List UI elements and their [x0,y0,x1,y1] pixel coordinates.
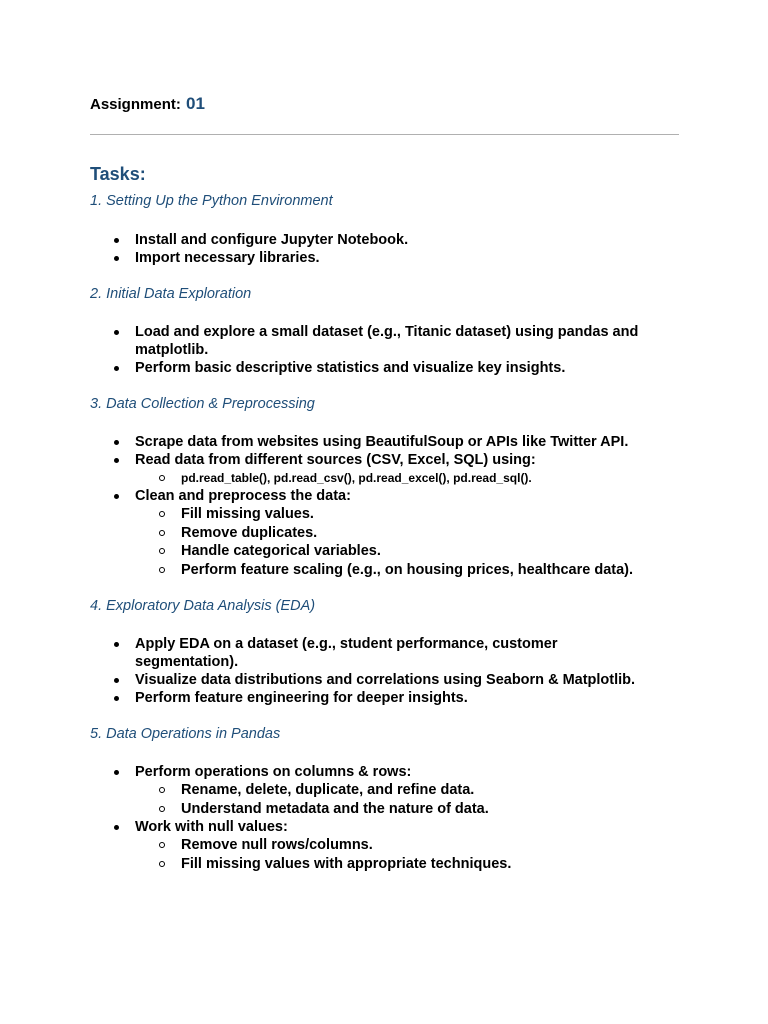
sub-bullet-icon [158,781,166,799]
sub-bullet-icon [158,524,166,542]
section-title: 3. Data Collection & Preprocessing [90,396,315,412]
list-item: Perform basic descriptive statistics and visualize key insights. [135,360,566,376]
assignment-label: Assignment: [90,96,181,113]
bullet-icon [112,323,120,341]
list-item: Perform operations on columns & rows: [135,764,412,780]
sub-list-item: Fill missing values with appropriate techniques. [181,856,512,872]
bullet-icon [112,231,120,249]
sub-bullet-icon [158,855,166,873]
list-item: Perform feature engineering for deeper insights. [135,690,468,706]
bullet-icon [112,818,120,836]
sub-list-item: Perform feature scaling (e.g., on housing prices, healthcare data). [181,562,634,578]
sub-list-item: Rename, delete, duplicate, and refine data. [181,782,475,798]
sub-bullet-icon [158,505,166,523]
section-title: 5. Data Operations in Pandas [90,726,281,742]
sub-bullet-icon [158,542,166,560]
sub-bullet-icon [158,561,166,579]
divider [90,134,679,135]
bullet-icon [112,433,120,451]
list-item: Work with null values: [135,819,288,835]
list-item: Import necessary libraries. [135,250,320,266]
bullet-icon [112,689,120,707]
list-item: Apply EDA on a dataset (e.g., student performance, customer [135,636,558,652]
sub-list-item: Fill missing values. [181,506,314,522]
tasks-heading: Tasks: [90,164,146,184]
list-item-continuation: segmentation). [135,654,239,670]
sub-list-item: Remove null rows/columns. [181,837,373,853]
sub-list-item: pd.read_table(), pd.read_csv(), pd.read_excel(), pd.read_sql(). [181,471,532,485]
section-title: 2. Initial Data Exploration [90,286,252,302]
sub-list-item: Handle categorical variables. [181,543,381,559]
sub-bullet-icon [158,836,166,854]
section-title: 4. Exploratory Data Analysis (EDA) [90,598,316,614]
list-item: Read data from different sources (CSV, Excel, SQL) using: [135,452,536,468]
sub-list-item: Remove duplicates. [181,525,318,541]
bullet-icon [112,763,120,781]
list-item: Scrape data from websites using BeautifulSoup or APIs like Twitter API. [135,434,629,450]
bullet-icon [112,451,120,469]
list-item: Clean and preprocess the data: [135,488,351,504]
bullet-icon [112,249,120,267]
bullet-icon [112,635,120,653]
section-title: 1. Setting Up the Python Environment [90,193,333,209]
bullet-icon [112,671,120,689]
assignment-number: 01 [186,94,205,113]
list-item: Load and explore a small dataset (e.g., Titanic dataset) using pandas and [135,324,639,340]
sub-bullet-icon [158,800,166,818]
list-item-continuation: matplotlib. [135,342,209,358]
sub-bullet-icon [158,469,166,487]
list-item: Install and configure Jupyter Notebook. [135,232,409,248]
bullet-icon [112,487,120,505]
bullet-icon [112,359,120,377]
sub-list-item: Understand metadata and the nature of data. [181,801,489,817]
list-item: Visualize data distributions and correlations using Seaborn & Matplotlib. [135,672,636,688]
